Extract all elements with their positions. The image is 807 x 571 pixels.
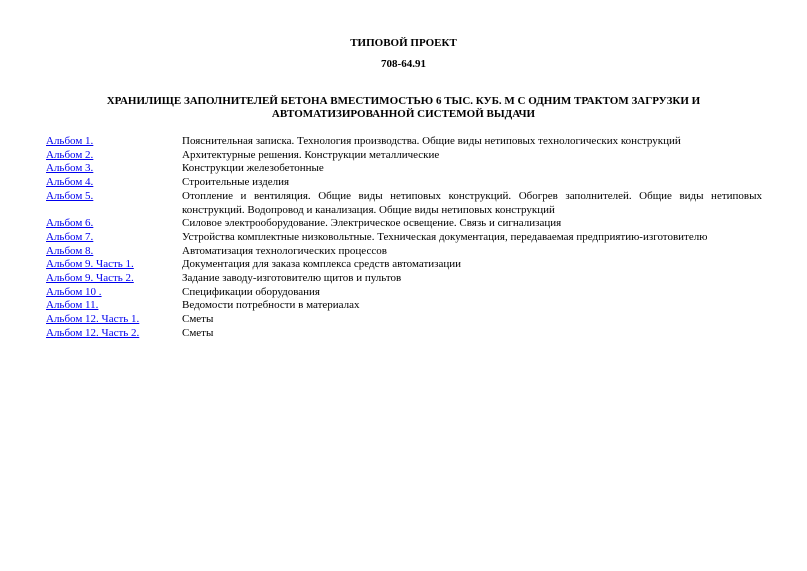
list-item xyxy=(46,176,762,190)
document-title: ТИПОВОЙ ПРОЕКТ xyxy=(350,37,457,49)
album-link-1[interactable]: Альбом 1. xyxy=(46,135,94,147)
album-description: Сметы xyxy=(182,313,214,326)
album-description: Архитектурные решения. Конструкции металлические xyxy=(182,148,440,161)
album-link-10[interactable]: Альбом 10 . xyxy=(46,285,102,298)
project-subject: ХРАНИЛИЩЕ ЗАПОЛНИТЕЛЕЙ БЕТОНА ВМЕСТИМОСТЬЮ 6 ТЫС. КУБ. М С ОДНИМ ТРАКТОМ ЗАГРУЗКИ И АВТОМАТИЗИРОВАННОЙ СИСТЕМОЙ ВЫДАЧИ xyxy=(106,95,701,120)
album-description: Спецификации оборудования xyxy=(182,285,320,298)
album-description: Автоматизация технологических процессов xyxy=(182,244,387,257)
list-item xyxy=(46,272,762,286)
list-item xyxy=(46,162,762,176)
album-link-12-part-2[interactable]: Альбом 12. Часть 2. xyxy=(46,326,140,339)
album-link-12-part-1[interactable]: Альбом 12. Часть 1. xyxy=(46,313,140,326)
album-description: Документация для заказа комплекса средств автоматизации xyxy=(182,258,462,271)
album-description: Силовое электрооборудование. Электрическое освещение. Связь и сигнализация xyxy=(182,217,562,230)
album-link-11[interactable]: Альбом 11. xyxy=(46,299,99,312)
album-description: Отопление и вентиляция. Общие виды нетиповых конструкций. Обогрев заполнителей. Общие виды нетиповых конструкций. Водопровод и канализация. Общие виды нетиповых конструкций xyxy=(182,189,762,216)
list-item xyxy=(46,135,762,149)
list-item xyxy=(46,149,762,163)
album-link-9-part-1[interactable]: Альбом 9. Часть 1. xyxy=(46,258,134,271)
list-item xyxy=(46,231,762,245)
album-description: Конструкции железобетонные xyxy=(182,162,324,175)
album-link-3[interactable]: Альбом 3. xyxy=(46,162,94,175)
album-link-7[interactable]: Альбом 7. xyxy=(46,230,94,243)
album-description: Строительные изделия xyxy=(182,176,290,189)
album-link-9-part-2[interactable]: Альбом 9. Часть 2. xyxy=(46,272,134,285)
list-item xyxy=(46,190,762,217)
list-item xyxy=(46,258,762,272)
list-item xyxy=(46,313,762,327)
album-link-2[interactable]: Альбом 2. xyxy=(46,148,94,161)
album-link-8[interactable]: Альбом 8. xyxy=(46,244,94,257)
album-description: Сметы xyxy=(182,326,214,339)
album-description: Устройства комплектные низковольтные. Техническая документация, передаваемая предприятию-изготовителю xyxy=(182,230,708,243)
list-item xyxy=(46,327,762,341)
list-item xyxy=(46,245,762,259)
album-description: Пояснительная записка. Технология производства. Общие виды нетиповых технологических конструкций xyxy=(182,135,681,147)
album-link-5[interactable]: Альбом 5. xyxy=(46,189,94,202)
album-link-4[interactable]: Альбом 4. xyxy=(46,176,94,189)
album-description: Ведомости потребности в материалах xyxy=(182,299,360,312)
album-description: Задание заводу-изготовителю щитов и пультов xyxy=(182,272,402,285)
list-item xyxy=(46,299,762,313)
list-item xyxy=(46,286,762,300)
project-code: 708-64.91 xyxy=(381,58,426,70)
album-list xyxy=(46,135,762,341)
list-item xyxy=(46,217,762,231)
album-link-6[interactable]: Альбом 6. xyxy=(46,217,94,230)
